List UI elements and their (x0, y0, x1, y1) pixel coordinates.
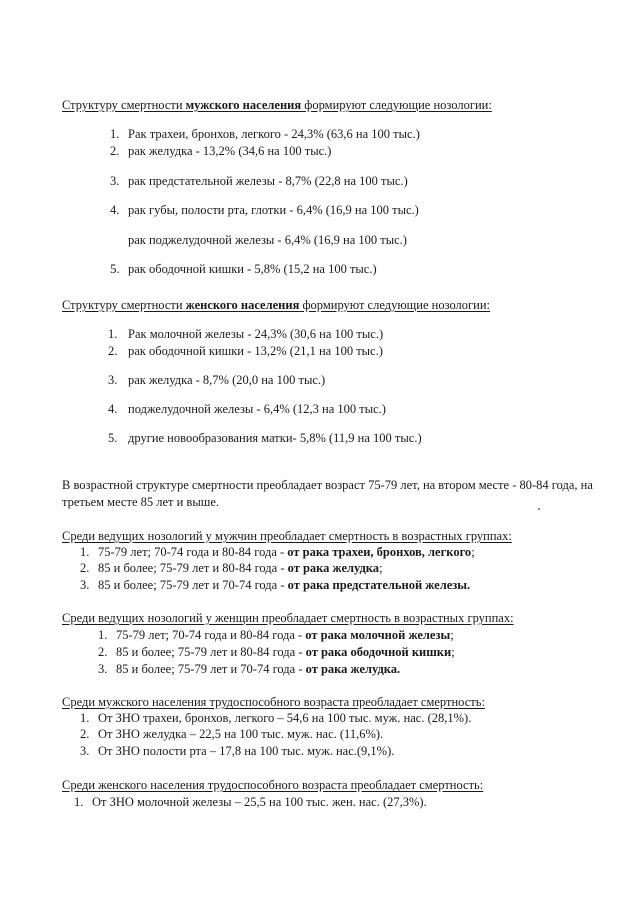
heading-text: Среди ведущих нозологий у женщин преобладает смертность в возрастных группах: (62, 611, 514, 625)
item-text: рак желудка - 13,2% (34,6 на 100 тыс.) (128, 144, 332, 158)
item-text: рак ободочной кишки - 5,8% (15,2 на 100 тыс.) (128, 262, 377, 276)
item-text: рак предстательной железы - 8,7% (22,8 на 100 тыс.) (128, 174, 408, 188)
item-number: 1. (74, 795, 84, 809)
item-number: 5. (108, 431, 118, 445)
item-text: От ЗНО желудка – 22,5 на 100 тыс. муж. нас. (11,6%). (98, 727, 384, 741)
item-tail: ; (451, 645, 455, 659)
item-number: 2. (80, 561, 90, 575)
heading-bold-text: мужского населения (185, 98, 302, 112)
item-text: рак губы, полости рта, глотки - 6,4% (16,9 на 100 тыс.) (128, 203, 419, 217)
item-text: 85 и более; 75-79 лет и 70-74 года - (98, 578, 288, 592)
age-paragraph-line (62, 495, 219, 509)
item-number: 2. (108, 344, 118, 358)
item-tail: ; (379, 561, 383, 575)
item-bold-text: от рака молочной железы (305, 628, 451, 642)
item-bold-text: от рака желудка (287, 561, 380, 575)
item-text: рак поджелудочной железы - 6,4% (16,9 на 100 тыс.) (128, 233, 407, 247)
scan-speck (538, 508, 540, 510)
item-text: От ЗНО полости рта – 17,8 на 100 тыс. муж. нас.(9,1%). (98, 744, 395, 758)
age-paragraph-line (62, 478, 593, 492)
item-text: рак ободочной кишки - 13,2% (21,1 на 100 тыс.) (128, 344, 383, 358)
female-age-item (98, 662, 400, 676)
item-text: поджелудочной железы - 6,4% (12,3 на 100 тыс.) (128, 402, 386, 416)
heading-text: Среди ведущих нозологий у мужчин преобладает смертность в возрастных группах: (62, 529, 512, 543)
item-text: 85 и более; 75-79 лет и 70-74 года - (116, 662, 306, 676)
item-number: 3. (98, 662, 108, 676)
female-structure-item (108, 402, 386, 416)
heading-text: Структуру смертности (62, 298, 186, 312)
male-age-item (80, 545, 475, 559)
heading-text: Среди женского населения трудоспособного возраста преобладает смертность: (62, 778, 484, 792)
female-age-item (98, 628, 454, 642)
paragraph-text: третьем месте 85 лет и выше. (62, 495, 220, 509)
heading-text: формируют следующие нозологии: (301, 98, 492, 112)
item-text: рак желудка - 8,7% (20,0 на 100 тыс.) (128, 373, 326, 387)
male-structure-item (110, 144, 331, 158)
female-structure-item (108, 327, 383, 341)
item-text: От ЗНО молочной железы – 25,5 на 100 тыс. жен. нас. (27,3%). (92, 795, 427, 809)
male-structure-item (128, 233, 407, 247)
female-age-item (98, 645, 455, 659)
male-working-age-item (80, 727, 383, 741)
male-structure-item (110, 174, 408, 188)
male-structure-heading (62, 98, 492, 112)
item-text: 75-79 лет; 70-74 года и 80-84 года - (98, 545, 288, 559)
item-number: 3. (80, 578, 90, 592)
heading-text: формируют следующие нозологии: (299, 298, 491, 312)
item-text: От ЗНО трахеи, бронхов, легкого – 54,6 на 100 тыс. муж. нас. (28,1%). (98, 711, 472, 725)
item-bold-text: от рака предстательной железы. (287, 578, 471, 592)
item-number: 1. (108, 327, 118, 341)
female-structure-heading (62, 298, 490, 312)
male-structure-item (110, 127, 420, 141)
item-number: 1. (110, 127, 120, 141)
male-working-age-item (80, 744, 394, 758)
item-bold-text: от рака желудка. (305, 662, 401, 676)
item-text: 75-79 лет; 70-74 года и 80-84 года - (116, 628, 306, 642)
item-number: 3. (110, 174, 120, 188)
item-bold-text: от рака трахеи, бронхов, легкого (287, 545, 472, 559)
item-text: 85 и более; 75-79 лет и 80-84 года - (116, 645, 306, 659)
male-structure-item (110, 262, 377, 276)
item-text: Рак молочной железы - 24,3% (30,6 на 100 тыс.) (128, 327, 384, 341)
female-structure-item (108, 344, 383, 358)
female-structure-item (108, 373, 325, 387)
item-text: 85 и более; 75-79 лет и 80-84 года - (98, 561, 288, 575)
item-number: 4. (108, 402, 118, 416)
male-age-item (80, 578, 470, 592)
male-working-age-heading (62, 695, 485, 709)
paragraph-text: В возрастной структуре смертности преобладает возраст 75-79 лет, на втором месте - 80-84 года, на (62, 478, 593, 492)
item-number: 4. (110, 203, 120, 217)
item-bold-text: от рака ободочной кишки (305, 645, 452, 659)
item-number: 1. (80, 711, 90, 725)
item-text: другие новообразования матки- 5,8% (11,9 на 100 тыс.) (128, 431, 422, 445)
female-structure-item (108, 431, 422, 445)
heading-text: Среди мужского населения трудоспособного возраста преобладает смертность: (62, 695, 485, 709)
female-working-age-heading (62, 778, 483, 792)
item-tail: ; (471, 545, 475, 559)
male-age-heading (62, 529, 512, 543)
item-number: 1. (98, 628, 108, 642)
item-number: 2. (80, 727, 90, 741)
male-working-age-item (80, 711, 471, 725)
male-structure-item (110, 203, 419, 217)
heading-text: Структуру смертности (62, 98, 186, 112)
item-number: 2. (110, 144, 120, 158)
female-working-age-item (74, 795, 427, 809)
item-number: 1. (80, 545, 90, 559)
item-number: 2. (98, 645, 108, 659)
item-number: 3. (80, 744, 90, 758)
item-number: 3. (108, 373, 118, 387)
item-text: Рак трахеи, бронхов, легкого - 24,3% (63,6 на 100 тыс.) (128, 127, 420, 141)
heading-bold-text: женского населения (185, 298, 300, 312)
item-tail: ; (450, 628, 454, 642)
male-age-item (80, 561, 383, 575)
female-age-heading (62, 611, 514, 625)
item-number: 5. (110, 261, 120, 276)
